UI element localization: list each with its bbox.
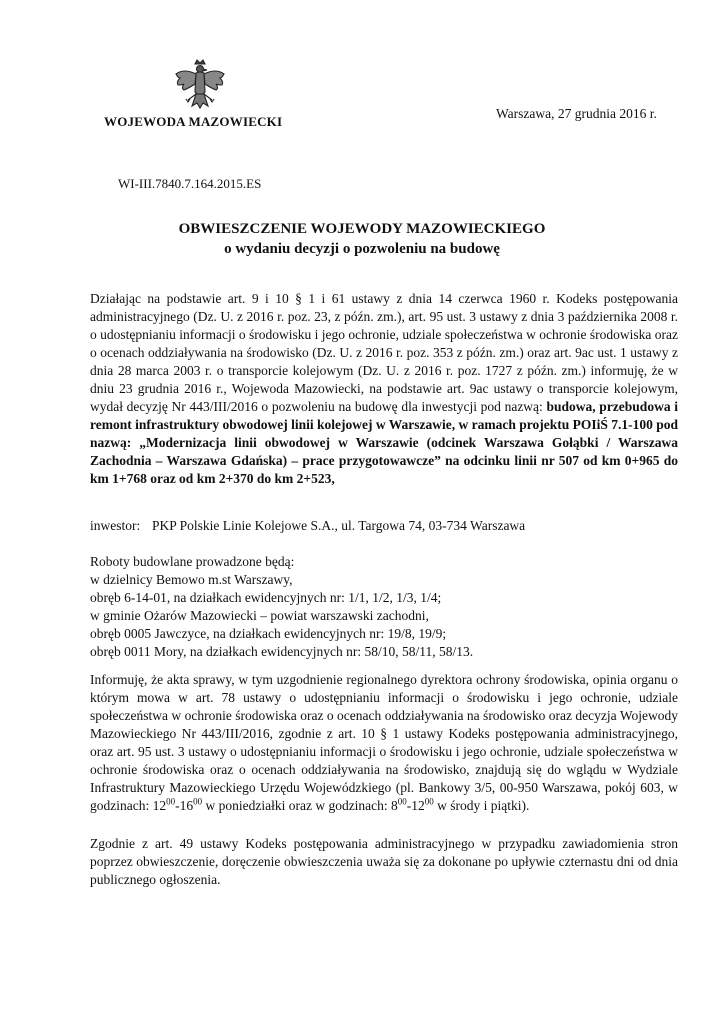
document-title: OBWIESZCZENIE WOJEWODY MAZOWIECKIEGO [178, 221, 546, 237]
hour-start-2-minutes: 00 [397, 796, 407, 807]
works-line: obręb 0011 Mory, na działkach ewidencyjnych nr: 58/10, 58/11, 58/13. [90, 644, 474, 659]
organization-name: WOJEWODA MAZOWIECKI [104, 114, 283, 129]
works-line: w dzielnicy Bemowo m.st Warszawy, [90, 572, 293, 587]
document-subtitle: o wydaniu decyzji o pozwoleniu na budowę [224, 241, 500, 257]
investment-name: budowa, przebudowa i remont infrastruktury obwodowej linii kolejowej w Warszawie, w ramach projektu POIiŚ 7.1-100 pod nazwą: „Modernizacja linii obwodowej w Warszawie (odcinek Warszawa Gołąbki / Warszawa Zachodnia – Warszawa Gdańska) – prace przygotowawcze” na odcinku linii nr 507 od km 0+965 do km 1+768 oraz od km 2+370 do km 2+523, [90, 399, 678, 486]
works-line: obręb 6-14-01, na działkach ewidencyjnych nr: 1/1, 1/2, 1/3, 1/4; [90, 590, 442, 605]
works-line: w gminie Ożarów Mazowiecki – powiat warszawski zachodni, [90, 608, 429, 623]
hour-start-2: 8 [391, 798, 398, 813]
works-line: obręb 0005 Jawczyce, na działkach ewidencyjnych nr: 19/8, 19/9; [90, 626, 447, 641]
paragraph-legal-basis [90, 290, 678, 488]
works-location [90, 553, 678, 661]
hour-end-2-minutes: 00 [424, 796, 434, 807]
works-line: Roboty budowlane prowadzone będą: [90, 554, 295, 569]
hour-start: 12 [152, 798, 167, 813]
hour-dash: - [175, 798, 180, 813]
investor-row [90, 517, 678, 535]
hour-start-minutes: 00 [166, 796, 176, 807]
hour-dash-2: - [406, 798, 412, 813]
case-files-text: Informuję, że akta sprawy, w tym uzgodnienie regionalnego dyrektora ochrony środowiska, opinia organu o którym mowa w art. 78 ustawy o udostępnianiu informacji o środowisku i jego ochronie, udziale społeczeństwa w ochronie środowiska oraz o ocenach oddziaływania na środowisko oraz decyzja Wojewody Mazowieckiego Nr 443/III/2016, zgodnie z art. 10 § 1 ustawy Kodeks postępowania administracyjnego, oraz art. 95 ust. 3 ustawy o udostępnianiu informacji o środowisku i jego ochronie, udziale społeczeństwa w ochronie środowiska oraz o ocenach oddziaływania na środowisko, znajdują się do wglądu w Wydziale Infrastruktury Mazowieckiego Urzędu Wojewódzkiego (pl. Bankowy 3/5, 00-950 Warszawa, pokój 603, w godzinach: [90, 672, 678, 813]
investor-value: PKP Polskie Linie Kolejowe S.A., ul. Targowa 74, 03-734 Warszawa [152, 518, 526, 533]
paragraph-legal-basis-text: Działając na podstawie art. 9 i 10 § 1 i 61 ustawy z dnia 14 czerwca 1960 r. Kodeks postępowania administracyjnego (Dz. U. z 2016 r. poz. 23, z późn. zm.), art. 95 ust. 3 ustawy z dnia 3 października 2008 r. o udostępnianiu informacji o środowisku i jego ochronie, udziale społeczeństwa w ochronie środowiska oraz o ocenach oddziaływania na środowisko (Dz. U. z 2016 r. poz. 353 z późn. zm.) oraz art. 9ac ust. 1 ustawy z dnia 28 marca 2003 r. o transporcie kolejowym (Dz. U. z 2016 r. poz. 1727 z późn. zm.) informuję, że w dniu 23 grudnia 2016 r., Wojewoda Mazowiecki, na podstawie art. 9ac ustawy o transporcie kolejowym, wydał decyzję Nr 443/III/2016 o pozwoleniu na budowę dla inwestycji pod nazwą: [90, 291, 678, 414]
case-reference: WI-III.7840.7.164.2015.ES [118, 176, 262, 191]
hour-end-minutes: 00 [193, 796, 203, 807]
paragraph-case-files [90, 671, 678, 815]
document-date: Warszawa, 27 grudnia 2016 r. [496, 106, 657, 121]
hour-end-2: 12 [411, 798, 425, 813]
paragraph-delivery: Zgodnie z art. 49 ustawy Kodeks postępowania administracyjnego w przypadku zawiadomienia stron poprzez obwieszczenie, doręczenie obwieszczenia uważa się za dokonane po upływie czternastu dni od dnia publicznego ogłoszenia. [90, 836, 678, 887]
case-files-mid: w poniedziałki oraz w godzinach: [202, 798, 392, 813]
hour-end: 16 [179, 798, 194, 813]
investor-label: inwestor: [90, 518, 141, 533]
case-files-end: w środy i piątki). [433, 798, 530, 813]
polish-eagle-icon [170, 58, 230, 118]
